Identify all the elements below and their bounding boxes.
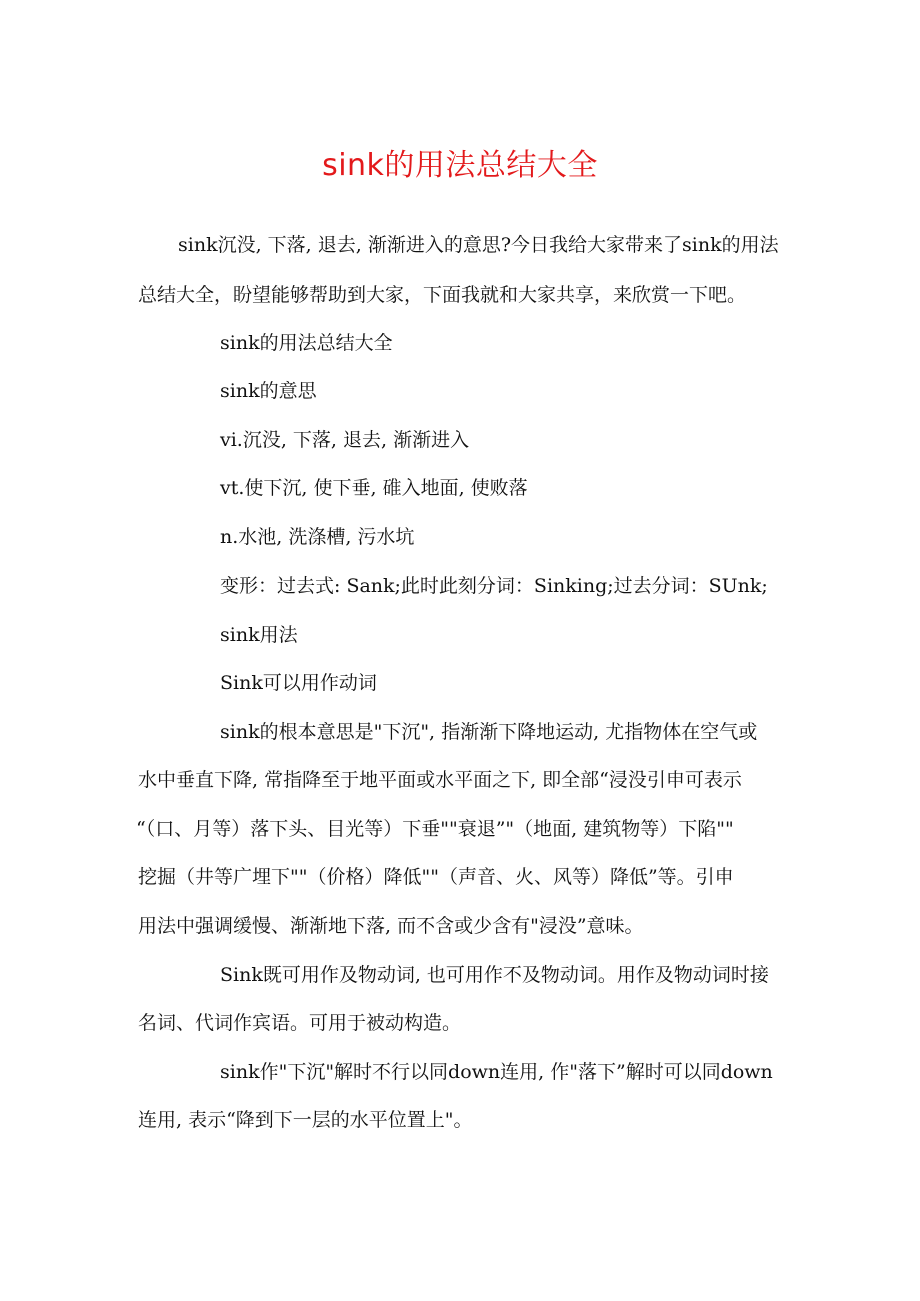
item-n-definition: n.水池, 洗涤槽, 污水坑 xyxy=(220,526,415,548)
paragraph3-line-2: 连用, 表示“降到下一层的水平位置上"。 xyxy=(138,1109,473,1131)
page-title: sink的用法总结大全 xyxy=(322,148,598,183)
paragraph1-line-2: 水中垂直下降, 常指降至于地平面或水平面之下, 即全部“浸没引申可表示 xyxy=(138,769,742,791)
paragraph2-line-2: 名词、代词作宾语。可用于被动构造。 xyxy=(138,1012,462,1034)
paragraph1-line-5: 用法中强调缓慢、渐渐地下落, 而不含或少含有"浸没”意味。 xyxy=(138,915,644,937)
paragraph1-line-1: sink的根本意思是"下沉", 指渐渐下降地运动, 尤指物体在空气或 xyxy=(220,721,758,743)
item-vt-definition: vt.使下沉, 使下垂, 碓入地面, 使败落 xyxy=(220,477,528,499)
intro-line-2: 总结大全，盼望能够帮助到大家，下面我就和大家共享，来欣赏一下吧。 xyxy=(138,284,747,306)
item-meaning-heading: sink的意思 xyxy=(220,380,317,402)
intro-line-1: sink沉没, 下落, 退去, 渐渐进入的意思?今日我给大家带来了sink的用法 xyxy=(178,234,779,256)
item-title-repeat: sink的用法总结大全 xyxy=(220,332,393,354)
paragraph2-line-1: Sink既可用作及物动词, 也可用作不及物动词。用作及物动词时接 xyxy=(220,964,769,986)
item-inflections: 变形：过去式: Sank;此时此刻分词：Sinking;过去分词：SUnk; xyxy=(220,575,768,597)
paragraph1-line-3: “（口、月等）落下头、目光等）下垂""衰退”"（地面, 建筑物等）下陷"" xyxy=(136,818,734,840)
item-verb-usage: Sink可以用作动词 xyxy=(220,672,377,694)
item-vi-definition: vi.沉没, 下落, 退去, 渐渐进入 xyxy=(220,429,470,451)
paragraph3-line-1: sink作"下沉"解时不行以同down连用, 作"落下”解时可以同down xyxy=(220,1061,773,1083)
item-usage-heading: sink用法 xyxy=(220,624,298,646)
paragraph1-line-4: 挖掘（井等广埋下""（价格）降低""（声音、火、风等）降低”等。引申 xyxy=(138,866,734,888)
